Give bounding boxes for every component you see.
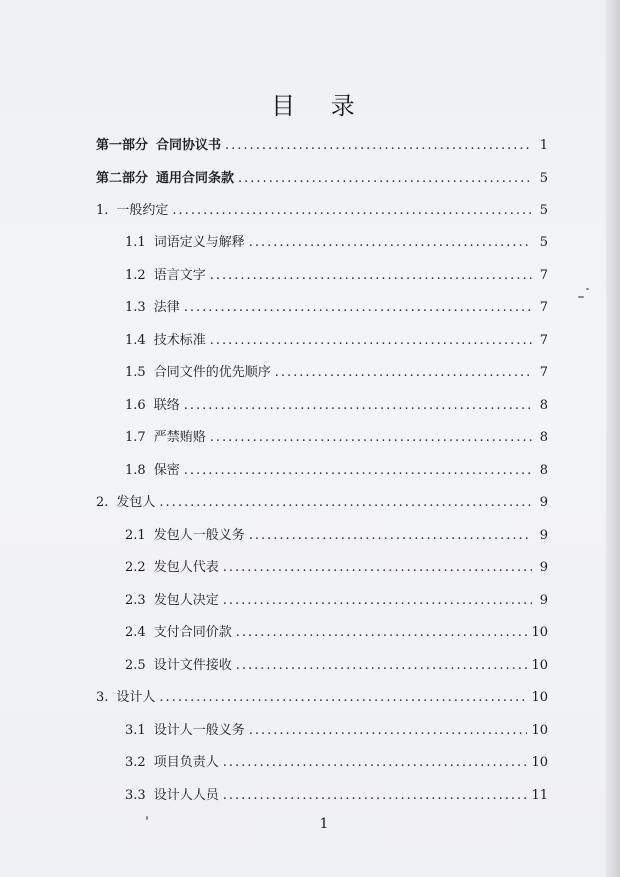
toc-dot-leader <box>210 267 532 285</box>
scan-speck <box>146 816 148 820</box>
toc-entry-1-4[interactable] <box>125 332 548 350</box>
toc-dot-leader <box>210 429 532 447</box>
toc-dot-leader <box>184 462 532 480</box>
toc-entry-number: 1.2 <box>125 268 146 283</box>
toc-entry-page: 8 <box>539 398 548 413</box>
toc-entry-label: 技术标准 <box>153 333 206 348</box>
toc-entry-2-5[interactable] <box>125 657 548 675</box>
toc-entry-page: 8 <box>539 463 548 478</box>
toc-entry-label: 项目负责人 <box>153 755 219 770</box>
toc-dot-leader <box>223 787 528 805</box>
toc-entry-1-6[interactable] <box>125 397 548 415</box>
toc-entry-page: 10 <box>531 690 548 705</box>
toc-entry-1-7[interactable] <box>125 429 548 447</box>
toc-entry-page: 10 <box>531 755 548 770</box>
toc-entry-section-2[interactable] <box>96 494 548 512</box>
toc-entry-number: 2.5 <box>125 658 146 673</box>
toc-entry-3-1[interactable] <box>125 722 548 740</box>
toc-entry-number: 第二部分 <box>96 171 149 186</box>
toc-entry-3-2[interactable] <box>125 754 548 772</box>
toc-dot-leader <box>223 592 532 610</box>
toc-title: 目 录 <box>271 92 369 120</box>
toc-entry-1-5[interactable] <box>125 364 548 382</box>
toc-dot-leader <box>249 527 532 545</box>
toc-entry-label: 设计人 <box>116 690 156 705</box>
toc-entry-label: 支付合同价款 <box>153 625 232 640</box>
scan-speck <box>586 288 589 290</box>
toc-entry-number: 1.8 <box>125 463 146 478</box>
toc-entry-page: 7 <box>539 300 548 315</box>
toc-entry-number: 2. <box>96 495 109 510</box>
toc-dot-leader <box>223 559 532 577</box>
toc-entry-page: 9 <box>539 495 548 510</box>
toc-entry-number: 3.1 <box>125 723 146 738</box>
toc-entry-number: 1.4 <box>125 333 146 348</box>
toc-entry-section-3[interactable] <box>96 689 548 707</box>
toc-entry-page: 9 <box>539 560 548 575</box>
toc-entry-number: 1.6 <box>125 398 146 413</box>
toc-dot-leader <box>159 494 532 512</box>
toc-entry-number: 3. <box>96 690 109 705</box>
page-number: 1 <box>319 816 329 832</box>
toc-dot-leader <box>172 202 532 220</box>
toc-dot-leader <box>249 722 528 740</box>
toc-entry-page: 5 <box>539 203 548 218</box>
toc-entry-page: 10 <box>531 723 548 738</box>
toc-entry-label: 语言文字 <box>153 268 206 283</box>
toc-entry-page: 9 <box>539 593 548 608</box>
toc-entry-label: 保密 <box>153 463 180 478</box>
toc-entry-label: 词语定义与解释 <box>153 235 245 250</box>
toc-entry-page: 1 <box>539 138 548 153</box>
toc-entry-label: 合同文件的优先顺序 <box>153 365 271 380</box>
toc-entry-1-1[interactable] <box>125 234 548 252</box>
toc-entry-label: 发包人一般义务 <box>153 528 245 543</box>
toc-entry-label: 发包人代表 <box>153 560 219 575</box>
toc-dot-leader <box>236 624 528 642</box>
toc-entry-2-2[interactable] <box>125 559 548 577</box>
toc-dot-leader <box>184 299 532 317</box>
toc-entry-label: 一般约定 <box>116 203 169 218</box>
toc-entry-number: 3.3 <box>125 788 146 803</box>
toc-entry-number: 2.3 <box>125 593 146 608</box>
toc-entry-2-3[interactable] <box>125 592 548 610</box>
toc-entry-label: 联络 <box>153 398 180 413</box>
toc-entry-page: 7 <box>539 268 548 283</box>
toc-entry-number: 3.2 <box>125 755 146 770</box>
toc-dot-leader <box>275 364 532 382</box>
toc-entry-page: 7 <box>539 365 548 380</box>
toc-entry-page: 10 <box>531 625 548 640</box>
toc-entry-page: 5 <box>539 171 548 186</box>
toc-entry-1-3[interactable] <box>125 299 548 317</box>
toc-entry-label: 发包人决定 <box>153 593 219 608</box>
toc-entry-label: 设计人一般义务 <box>153 723 245 738</box>
toc-entry-part-2[interactable] <box>96 170 548 188</box>
toc-dot-leader <box>225 137 532 155</box>
toc-entry-label: 设计文件接收 <box>153 658 232 673</box>
toc-entry-label: 合同协议书 <box>156 138 222 153</box>
toc-entry-page: 9 <box>539 528 548 543</box>
toc-dot-leader <box>184 397 532 415</box>
toc-dot-leader <box>159 689 527 707</box>
toc-entry-number: 2.4 <box>125 625 146 640</box>
toc-entry-number: 1.5 <box>125 365 146 380</box>
toc-entry-label: 严禁贿赂 <box>153 430 206 445</box>
toc-entry-label: 法律 <box>153 300 180 315</box>
toc-entry-2-4[interactable] <box>125 624 548 642</box>
toc-entry-page: 7 <box>539 333 548 348</box>
toc-entry-number: 1. <box>96 203 109 218</box>
toc-entry-page: 11 <box>531 788 548 803</box>
toc-entry-number: 2.2 <box>125 560 146 575</box>
toc-entry-number: 1.3 <box>125 300 146 315</box>
toc-dot-leader <box>238 170 532 188</box>
toc-entry-page: 10 <box>531 658 548 673</box>
toc-entry-part-1[interactable] <box>96 137 548 155</box>
toc-entry-page: 8 <box>539 430 548 445</box>
toc-entry-label: 发包人 <box>116 495 156 510</box>
toc-dot-leader <box>223 754 528 772</box>
toc-entry-3-3[interactable] <box>125 787 548 805</box>
toc-entry-section-1[interactable] <box>96 202 548 220</box>
toc-entry-number: 2.1 <box>125 528 146 543</box>
toc-entry-number: 1.7 <box>125 430 146 445</box>
toc-dot-leader <box>236 657 528 675</box>
toc-entry-label: 通用合同条款 <box>156 171 235 186</box>
scan-speck <box>578 296 584 298</box>
toc-entry-number: 第一部分 <box>96 138 149 153</box>
toc-dot-leader <box>210 332 532 350</box>
toc-dot-leader <box>249 234 532 252</box>
toc-entry-label: 设计人人员 <box>153 788 219 803</box>
toc-entry-1-8[interactable] <box>125 462 548 480</box>
toc-entry-page: 5 <box>539 235 548 250</box>
toc-entry-1-2[interactable] <box>125 267 548 285</box>
toc-entry-number: 1.1 <box>125 235 146 250</box>
toc-entry-2-1[interactable] <box>125 527 548 545</box>
